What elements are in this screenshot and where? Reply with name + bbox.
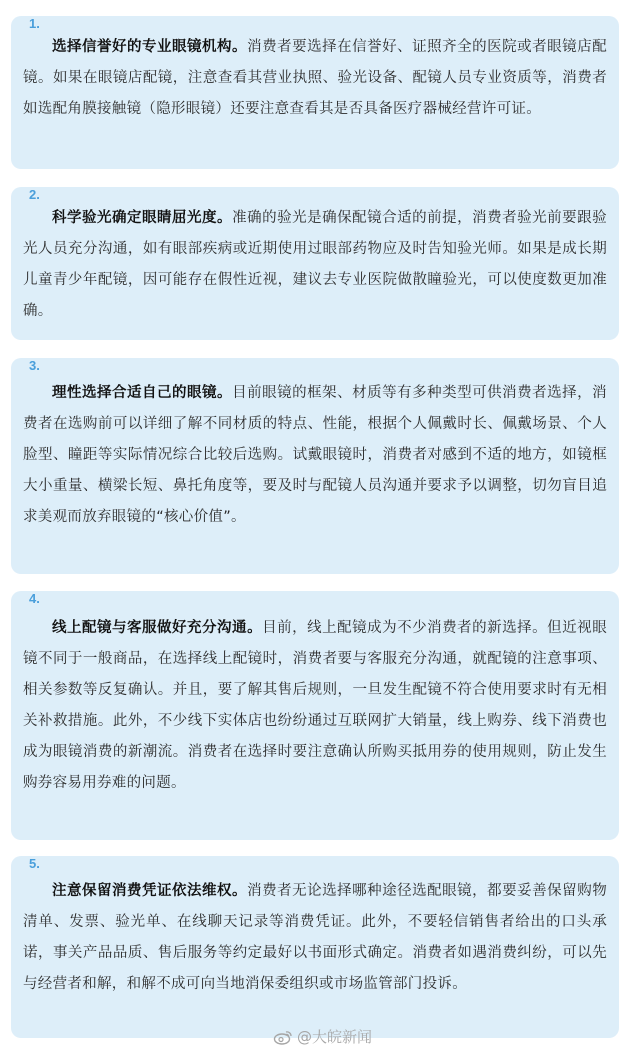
tip-text [23,203,607,327]
tip-card-4 [11,591,619,840]
tip-text [23,876,607,1000]
tip-body: 准确的验光是确保配镜合适的前提，消费者验光前要跟验光人员充分沟通，如有眼部疾病或近期使用过眼部药物应及时告知验光师。如果是成长期儿童青少年配镜，因可能存在假性近视，建议去专业医院做散瞳验光，可以使度数更加准确。 [23,210,607,319]
tip-heading: 注意保留消费凭证依法维权。 [52,883,248,899]
tip-heading: 选择信誉好的专业眼镜机构。 [52,39,248,55]
tip-number: 5. [29,856,40,871]
weibo-icon [273,1029,293,1045]
tip-card-1 [11,16,619,169]
tip-text [23,378,607,533]
tip-text [23,613,607,799]
tip-number: 1. [29,16,40,31]
tip-body: 消费者要选择在信誉好、证照齐全的医院或者眼镜店配镜。如果在眼镜店配镜，注意查看其营业执照、验光设备、配镜人员专业资质等，消费者如选配角膜接触镜（隐形眼镜）还要注意查看其是否具备医疗器械经营许可证。 [23,39,607,117]
tip-body: 消费者无论选择哪种途径选配眼镜，都要妥善保留购物清单、发票、验光单、在线聊天记录等消费凭证。此外，不要轻信销售者给出的口头承诺，事关产品品质、售后服务等约定最好以书面形式确定。消费者如遇消费纠纷，可以先与经营者和解，和解不成可向当地消保委组织或市场监管部门投诉。 [23,883,607,992]
tip-number: 2. [29,187,40,202]
tip-body: 目前，线上配镜成为不少消费者的新选择。但近视眼镜不同于一般商品，在选择线上配镜时，消费者要与客服充分沟通，就配镜的注意事项、相关参数等反复确认。并且，要了解其售后规则，一旦发生配镜不符合使用要求时有无相关补救措施。此外，不少线下实体店也纷纷通过互联网扩大销量，线上购券、线下消费也成为眼镜消费的新潮流。消费者在选择时要注意确认所购买抵用券的使用规则，防止发生购券容易用券难的问题。 [23,620,607,791]
tip-heading: 线上配镜与客服做好充分沟通。 [52,620,263,636]
tip-heading: 科学验光确定眼睛屈光度。 [52,210,233,226]
tip-card-3 [11,358,619,574]
tip-card-2 [11,187,619,340]
tip-number: 3. [29,358,40,373]
tip-heading: 理性选择合适自己的眼镜。 [52,385,233,401]
source-watermark [273,1026,372,1047]
watermark-text: @大皖新闻 [296,1028,372,1046]
tip-body: 目前眼镜的框架、材质等有多种类型可供消费者选择，消费者在选购前可以详细了解不同材质的特点、性能，根据个人佩戴时长、佩戴场景、个人脸型、瞳距等实际情况综合比较后选购。试戴眼镜时，消费者对感到不适的地方，如镜框大小重量、横梁长短、鼻托角度等，要及时与配镜人员沟通并要求予以调整，切勿盲目追求美观而放弃眼镜的“核心价值”。 [23,385,607,525]
tip-number: 4. [29,591,40,606]
tip-text [23,32,607,125]
tip-card-5 [11,856,619,1038]
